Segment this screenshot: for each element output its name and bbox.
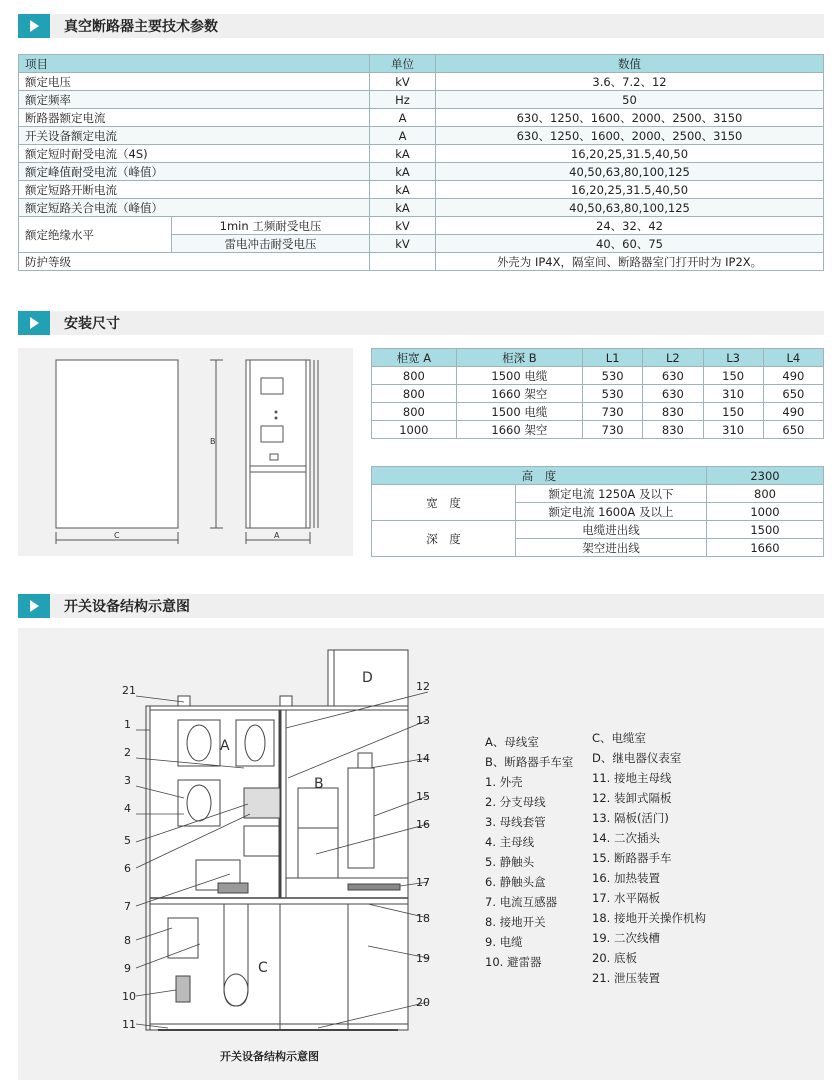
table-cell: 730 xyxy=(583,403,643,421)
section-header-dims xyxy=(18,311,824,335)
table-cell: 310 xyxy=(703,385,763,403)
part-number: 6 xyxy=(124,862,131,875)
size-table xyxy=(371,466,824,557)
room-label-c: C xyxy=(258,960,268,976)
legend-item: 15. 断路器手车 xyxy=(592,851,672,865)
depth-value: 1660 xyxy=(707,539,824,557)
dim-label-b: B xyxy=(210,437,216,446)
table-cell: 1500 电缆 xyxy=(456,367,582,385)
table-cell: 530 xyxy=(583,367,643,385)
legend-item: B、断路器手车室 xyxy=(485,755,574,769)
room-label-a: A xyxy=(220,738,230,754)
param-name: 额定短时耐受电流（4S) xyxy=(19,145,370,163)
param-value: 40、60、75 xyxy=(436,235,824,253)
param-value: 3.6、7.2、12 xyxy=(436,73,824,91)
table-row xyxy=(19,145,824,163)
table-row xyxy=(372,367,824,385)
part-number: 1 xyxy=(124,718,131,731)
section-header-params xyxy=(18,14,824,38)
part-number: 21 xyxy=(122,684,136,697)
table-cell: 150 xyxy=(703,367,763,385)
table-cell: 800 xyxy=(372,403,457,421)
part-number: 7 xyxy=(124,900,131,913)
legend-item: 18. 接地开关操作机构 xyxy=(592,911,706,925)
room-label-b: B xyxy=(314,776,324,792)
section-title: 安装尺寸 xyxy=(64,316,120,332)
table-cell: 630 xyxy=(643,385,703,403)
legend-item: 7. 电流互感器 xyxy=(485,895,558,909)
depth-condition: 架空进出线 xyxy=(516,539,707,557)
height-label: 高 度 xyxy=(372,467,707,485)
table-row xyxy=(372,385,824,403)
height-value: 2300 xyxy=(707,467,824,485)
section-title: 开关设备结构示意图 xyxy=(64,599,190,615)
legend-item: 3. 母线套管 xyxy=(485,815,546,829)
legend-right xyxy=(592,728,706,988)
param-unit: kV xyxy=(370,217,436,235)
legend-item: C、电缆室 xyxy=(592,731,647,745)
part-number: 17 xyxy=(416,876,430,889)
legend-item: 2. 分支母线 xyxy=(485,795,546,809)
param-value: 24、32、42 xyxy=(436,217,824,235)
param-name: 断路器额定电流 xyxy=(19,109,370,127)
col-header: L3 xyxy=(703,349,763,367)
param-unit: kA xyxy=(370,181,436,199)
part-number: 4 xyxy=(124,802,131,815)
param-name: 额定短路关合电流（峰值） xyxy=(19,199,370,217)
table-cell: 730 xyxy=(583,421,643,439)
params-table xyxy=(18,54,824,271)
legend-item: 21. 泄压装置 xyxy=(592,971,660,985)
dimensions-table xyxy=(371,348,824,439)
param-value: 40,50,63,80,100,125 xyxy=(436,199,824,217)
legend-item: 6. 静触头盒 xyxy=(485,875,546,889)
legend-item: A、母线室 xyxy=(485,735,539,749)
part-number: 2 xyxy=(124,746,131,759)
part-number: 10 xyxy=(122,990,136,1003)
width-label: 宽 度 xyxy=(372,485,516,521)
param-unit: kA xyxy=(370,199,436,217)
legend-item: 5. 静触头 xyxy=(485,855,535,869)
table-cell: 1660 架空 xyxy=(456,421,582,439)
param-unit: kV xyxy=(370,73,436,91)
table-cell: 490 xyxy=(763,367,823,385)
depth-value: 1500 xyxy=(707,521,824,539)
param-subname: 1min 工频耐受电压 xyxy=(172,217,370,235)
table-row xyxy=(19,109,824,127)
param-name: 额定峰值耐受电流（峰值） xyxy=(19,163,370,181)
param-name: 额定电压 xyxy=(19,73,370,91)
table-cell: 1000 xyxy=(372,421,457,439)
param-name: 防护等级 xyxy=(19,253,370,271)
table-cell: 530 xyxy=(583,385,643,403)
part-number: 3 xyxy=(124,774,131,787)
param-value: 16,20,25,31.5,40,50 xyxy=(436,145,824,163)
col-header: 柜深 B xyxy=(456,349,582,367)
table-row xyxy=(19,127,824,145)
col-header: 柜宽 A xyxy=(372,349,457,367)
table-cell: 830 xyxy=(643,421,703,439)
param-value: 16,20,25,31.5,40,50 xyxy=(436,181,824,199)
param-unit: kV xyxy=(370,235,436,253)
cabinet-dimension-drawing xyxy=(18,348,353,556)
width-condition: 额定电流 1250A 及以下 xyxy=(516,485,707,503)
legend-item: 14. 二次插头 xyxy=(592,831,660,845)
table-cell: 650 xyxy=(763,421,823,439)
legend-item: 19. 二次线槽 xyxy=(592,931,660,945)
table-cell: 630 xyxy=(643,367,703,385)
width-value: 800 xyxy=(707,485,824,503)
col-header: 单位 xyxy=(370,55,436,73)
param-unit: A xyxy=(370,127,436,145)
col-header: 项目 xyxy=(19,55,370,73)
param-value: 630、1250、1600、2000、2500、3150 xyxy=(436,109,824,127)
depth-condition: 电缆进出线 xyxy=(516,521,707,539)
part-number: 15 xyxy=(416,790,430,803)
table-row xyxy=(19,199,824,217)
param-unit: kA xyxy=(370,163,436,181)
legend-left xyxy=(485,732,573,972)
legend-item: 10. 避雷器 xyxy=(485,955,542,969)
param-unit: A xyxy=(370,109,436,127)
part-number: 20 xyxy=(416,996,430,1009)
param-value: 40,50,63,80,100,125 xyxy=(436,163,824,181)
part-number: 9 xyxy=(124,962,131,975)
width-condition: 额定电流 1600A 及以上 xyxy=(516,503,707,521)
part-number: 8 xyxy=(124,934,131,947)
legend-item: 8. 接地开关 xyxy=(485,915,546,929)
table-row xyxy=(372,403,824,421)
play-arrow-icon xyxy=(18,311,50,335)
table-cell: 1660 架空 xyxy=(456,385,582,403)
play-arrow-icon xyxy=(18,14,50,38)
part-number: 12 xyxy=(416,680,430,693)
legend-item: D、继电器仪表室 xyxy=(592,751,682,765)
table-cell: 800 xyxy=(372,385,457,403)
table-row xyxy=(19,91,824,109)
legend-item: 11. 接地主母线 xyxy=(592,771,672,785)
param-value: 50 xyxy=(436,91,824,109)
col-header: L2 xyxy=(643,349,703,367)
part-number: 18 xyxy=(416,912,430,925)
legend-item: 1. 外壳 xyxy=(485,775,523,789)
table-cell: 650 xyxy=(763,385,823,403)
cabinet-outline-svg xyxy=(18,348,353,556)
table-cell: 490 xyxy=(763,403,823,421)
section-header-structure xyxy=(18,594,824,618)
legend-item: 20. 底板 xyxy=(592,951,637,965)
param-name: 额定绝缘水平 xyxy=(19,217,172,253)
part-number: 16 xyxy=(416,818,430,831)
legend-item: 17. 水平隔板 xyxy=(592,891,660,905)
diagram-caption: 开关设备结构示意图 xyxy=(220,1050,319,1063)
table-row xyxy=(19,181,824,199)
legend-item: 12. 装卸式隔板 xyxy=(592,791,672,805)
table-cell: 150 xyxy=(703,403,763,421)
legend-item: 16. 加热装置 xyxy=(592,871,660,885)
part-number: 13 xyxy=(416,714,430,727)
param-name: 额定短路开断电流 xyxy=(19,181,370,199)
table-row xyxy=(19,73,824,91)
dim-label-a: A xyxy=(274,531,280,540)
room-label-d: D xyxy=(362,670,373,686)
param-value: 外壳为 IP4X，隔室间、断路器室门打开时为 IP2X。 xyxy=(436,253,824,271)
table-cell: 800 xyxy=(372,367,457,385)
param-unit xyxy=(370,253,436,271)
table-row xyxy=(372,421,824,439)
legend-item: 9. 电缆 xyxy=(485,935,523,949)
col-header: L1 xyxy=(583,349,643,367)
legend-item: 13. 隔板(活门) xyxy=(592,811,669,825)
play-arrow-icon xyxy=(18,594,50,618)
param-unit: Hz xyxy=(370,91,436,109)
table-row xyxy=(19,217,824,235)
dim-label-c: C xyxy=(114,531,120,540)
param-value: 630、1250、1600、2000、2500、3150 xyxy=(436,127,824,145)
table-row xyxy=(19,163,824,181)
table-cell: 310 xyxy=(703,421,763,439)
param-subname: 雷电冲击耐受电压 xyxy=(172,235,370,253)
legend-item: 4. 主母线 xyxy=(485,835,535,849)
col-header: L4 xyxy=(763,349,823,367)
table-cell: 830 xyxy=(643,403,703,421)
param-name: 开关设备额定电流 xyxy=(19,127,370,145)
part-number: 11 xyxy=(122,1018,136,1031)
section-title: 真空断路器主要技术参数 xyxy=(64,19,218,35)
part-number: 14 xyxy=(416,752,430,765)
part-number: 5 xyxy=(124,834,131,847)
part-number: 19 xyxy=(416,952,430,965)
param-unit: kA xyxy=(370,145,436,163)
table-row xyxy=(19,253,824,271)
param-name: 额定频率 xyxy=(19,91,370,109)
width-value: 1000 xyxy=(707,503,824,521)
depth-label: 深 度 xyxy=(372,521,516,557)
table-cell: 1500 电缆 xyxy=(456,403,582,421)
col-header: 数值 xyxy=(436,55,824,73)
